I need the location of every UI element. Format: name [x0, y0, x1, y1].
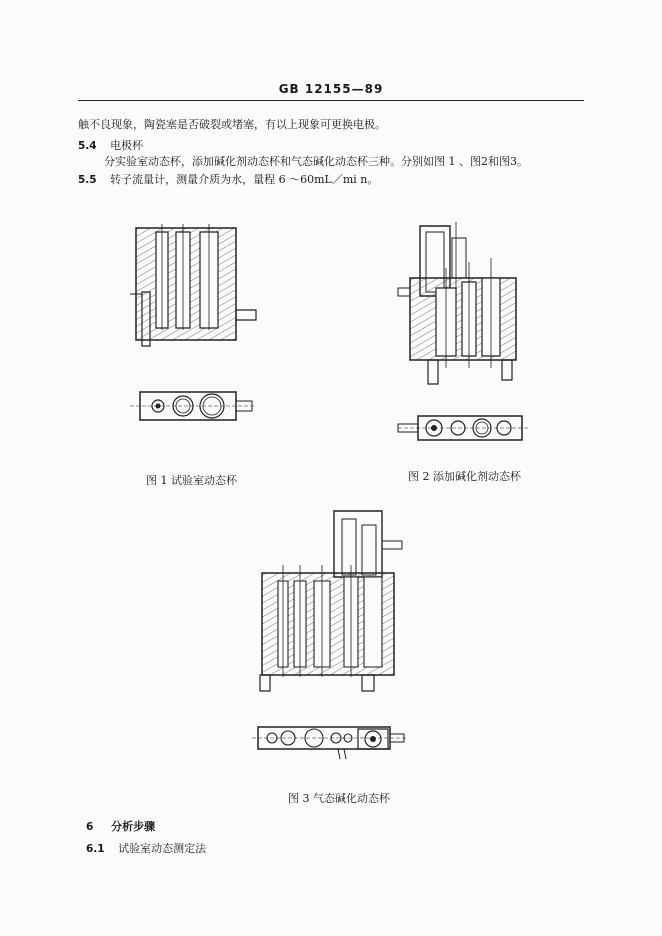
- item-5-4-title: 电极杯: [110, 139, 144, 152]
- item-5-4-number: 5.4: [78, 140, 97, 152]
- item-5-5-number: 5.5: [78, 174, 97, 186]
- item-5-5-text: 转子流量计，测量介质为水，量程 6 ～60mL／mi n。: [110, 173, 379, 186]
- figure-3-caption: 图 3 气态碱化动态杯: [288, 792, 390, 805]
- standard-code-header: GB 12155—89: [278, 82, 384, 96]
- section-6-number: 6: [86, 821, 94, 833]
- figure-1-drawing: [128, 220, 258, 430]
- figure-2-drawing: [398, 218, 530, 456]
- figure-2-caption: 图 2 添加碱化剂动态杯: [408, 470, 521, 483]
- figure-3-drawing: [252, 505, 412, 775]
- item-5-4-description: 分实验室动态杯，添加碱化剂动态杯和气态碱化动态杯三种。分别如图 1 、图2和图3。: [104, 155, 528, 168]
- paragraph-line-1: 触不良现象，陶瓷塞是否破裂或堵塞，有以上现象可更换电极。: [78, 118, 386, 131]
- item-5-4: [78, 139, 143, 153]
- section-6-1-title: 试验室动态测定法: [118, 842, 207, 855]
- section-6-title: 分析步骤: [111, 820, 156, 833]
- section-6-heading: [86, 818, 155, 834]
- section-6-1-heading: [86, 842, 206, 856]
- figure-1-caption: 图 1 试验室动态杯: [146, 474, 237, 487]
- item-5-5: [78, 173, 378, 187]
- section-6-1-number: 6.1: [86, 843, 105, 855]
- header-rule: [78, 100, 584, 101]
